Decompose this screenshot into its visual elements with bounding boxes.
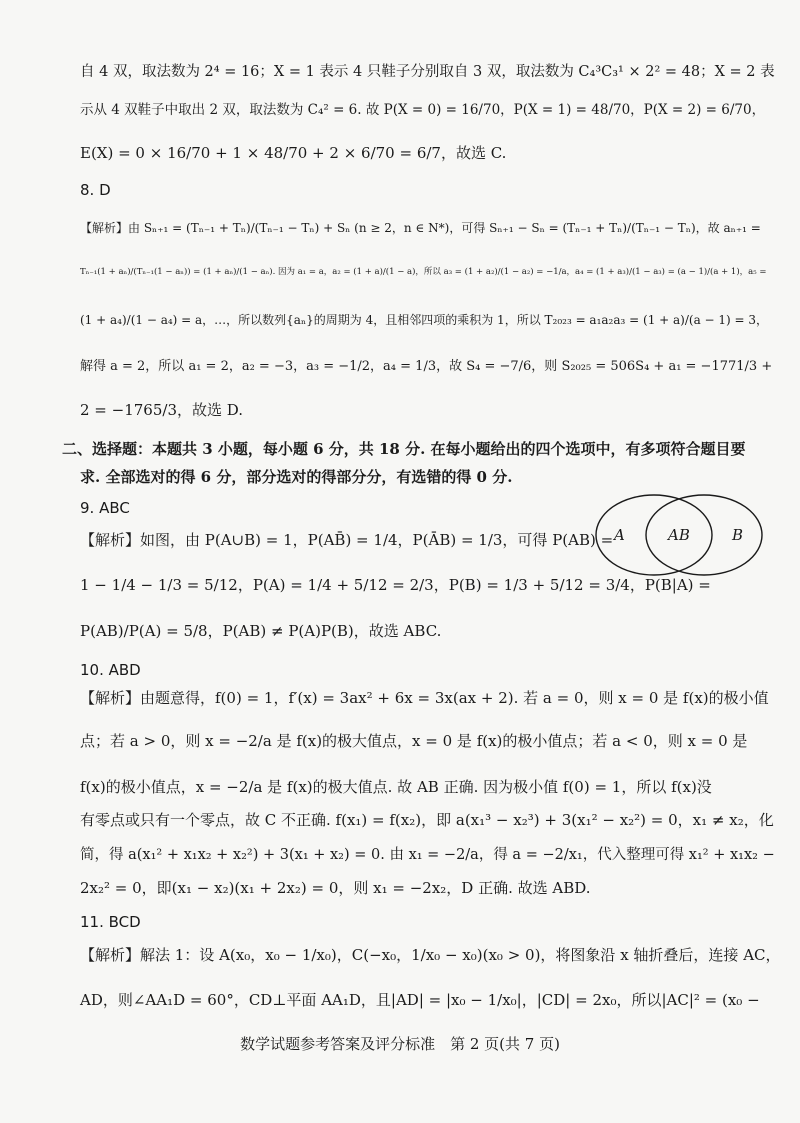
text-line: 2 = −1765/3，故选 D. bbox=[80, 401, 244, 419]
text-line: AD，则∠AA₁D = 60°，CD⊥平面 AA₁D，且|AD| = |x₀ − 1/x₀|，|CD| = 2x₀，所以|AC|² = (x₀ − bbox=[80, 991, 760, 1009]
text-line: (1 + a₄)/(1 − a₄) = a，…，所以数列{aₙ}的周期为 4，且相邻四项的乘积为 1，所以 T₂₀₂₃ = a₁a₂a₃ = (1 + a)/(a − 1) = 3， bbox=[80, 313, 769, 327]
text-line: 【解析】解法 1：设 A(x₀，x₀ − 1/x₀)，C(−x₀，1/x₀ − x₀)(x₀ > 0)，将图象沿 x 轴折叠后，连接 AC， bbox=[80, 946, 781, 964]
intersection-label: AB bbox=[668, 526, 690, 544]
page-footer: 数学试题参考答案及评分标准 第 2 页(共 7 页) bbox=[240, 1035, 560, 1053]
question-number: 8. D bbox=[80, 181, 111, 199]
question-number: 11. BCD bbox=[80, 913, 141, 931]
section-heading: 求. 全部选对的得 6 分，部分选对的得部分分，有选错的得 0 分. bbox=[80, 468, 513, 486]
text-line: 点；若 a > 0，则 x = −2/a 是 f(x)的极大值点，x = 0 是 f(x)的极小值点；若 a < 0，则 x = 0 是 bbox=[80, 732, 748, 750]
text-line: Tₙ₋₁(1 + aₙ)/(Tₙ₋₁(1 − aₙ)) = (1 + aₙ)/(1 − aₙ). 因为 a₁ = a，a₂ = (1 + a)/(1 − a)，所以 a₃ = (1 + a₂)/(1 − a₂) = −1/a，a₄ = (1 + a₃)/(1 − a₃) = (a − 1)/(a + 1)，a₅ = bbox=[80, 267, 767, 277]
text-line: f(x)的极小值点，x = −2/a 是 f(x)的极大值点. 故 AB 正确. 因为极小值 f(0) = 1，所以 f(x)没 bbox=[80, 778, 712, 796]
text-line: 自 4 双，取法数为 2⁴ = 16；X = 1 表示 4 只鞋子分别取自 3 双，取法数为 C₄³C₃¹ × 2² = 48；X = 2 表 bbox=[80, 64, 775, 80]
set-a-label: A bbox=[614, 526, 625, 544]
text-line: 解得 a = 2，所以 a₁ = 2，a₂ = −3，a₃ = −1/2，a₄ = 1/3，故 S₄ = −7/6，则 S₂₀₂₅ = 506S₄ + a₁ = −1771/3 + bbox=[80, 359, 773, 374]
set-b-circle bbox=[646, 495, 762, 575]
question-number: 9. ABC bbox=[80, 499, 130, 517]
set-b-label: B bbox=[732, 526, 744, 544]
section-heading: 二、选择题：本题共 3 小题，每小题 6 分，共 18 分. 在每小题给出的四个选项中，有多项符合题目要 bbox=[62, 440, 746, 458]
text-line: 1 − 1/4 − 1/3 = 5/12，P(A) = 1/4 + 5/12 = 2/3，P(B) = 1/3 + 5/12 = 3/4，P(B|A) = bbox=[80, 576, 711, 594]
text-line: P(AB)/P(A) = 5/8，P(AB) ≠ P(A)P(B)，故选 ABC. bbox=[80, 622, 442, 640]
text-line: 【解析】由题意得，f(0) = 1，f′(x) = 3ax² + 6x = 3x(ax + 2). 若 a = 0，则 x = 0 是 f(x)的极小值 bbox=[80, 689, 769, 707]
venn-diagram bbox=[592, 490, 772, 580]
text-line: 简，得 a(x₁² + x₁x₂ + x₂²) + 3(x₁ + x₂) = 0. 由 x₁ = −2/a，得 a = −2/x₁，代入整理可得 x₁² + x₁x₂ − bbox=[80, 847, 775, 863]
question-number: 10. ABD bbox=[80, 661, 141, 679]
text-line: 有零点或只有一个零点，故 C 不正确. f(x₁) = f(x₂)，即 a(x₁³ − x₂³) + 3(x₁² − x₂²) = 0，x₁ ≠ x₂，化 bbox=[80, 811, 774, 829]
text-line: 【解析】由 Sₙ₊₁ = (Tₙ₋₁ + Tₙ)/(Tₙ₋₁ − Tₙ) + Sₙ (n ≥ 2，n ∈ N*)，可得 Sₙ₊₁ − Sₙ = (Tₙ₋₁ + Tₙ)/(Tₙ₋₁ − Tₙ)，故 aₙ₊₁ = bbox=[80, 221, 761, 235]
text-line: E(X) = 0 × 16/70 + 1 × 48/70 + 2 × 6/70 = 6/7，故选 C. bbox=[80, 144, 507, 162]
text-line: 示从 4 双鞋子中取出 2 双，取法数为 C₄² = 6. 故 P(X = 0) = 16/70，P(X = 1) = 48/70，P(X = 2) = 6/70， bbox=[80, 102, 766, 118]
text-line: 【解析】如图，由 P(A∪B) = 1，P(AB̄) = 1/4，P(ĀB) = 1/3，可得 P(AB) = bbox=[80, 531, 614, 549]
text-line: 2x₂² = 0，即(x₁ − x₂)(x₁ + 2x₂) = 0，则 x₁ = −2x₂，D 正确. 故选 ABD. bbox=[80, 879, 591, 897]
